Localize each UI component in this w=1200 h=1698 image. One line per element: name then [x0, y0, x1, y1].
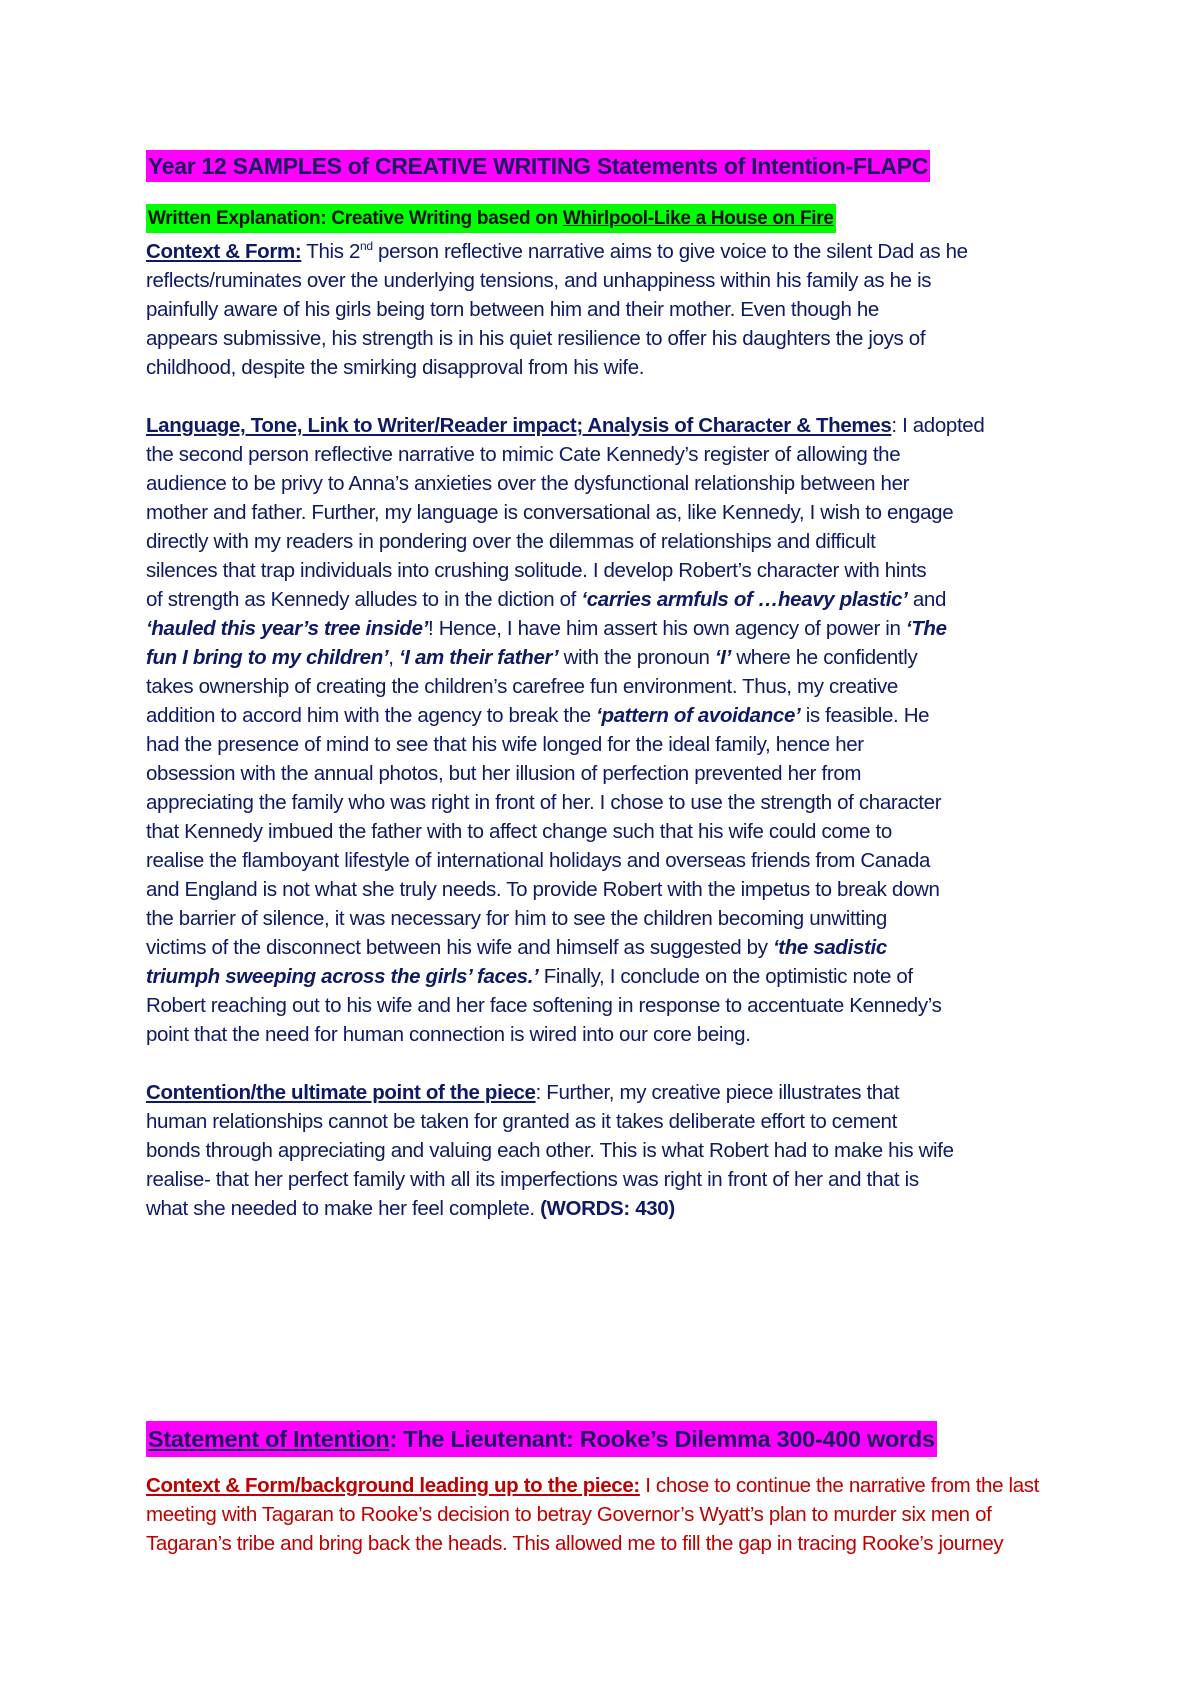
page-title: Year 12 SAMPLES of CREATIVE WRITING Statements of Intention-FLAPC	[146, 150, 930, 182]
subheading-prefix: Written Explanation: Creative Writing based on	[148, 208, 563, 229]
section2-label: Context & Form/background leading up to the piece:	[146, 1474, 640, 1497]
paragraph-line: had the presence of mind to see that his wife longed for the ideal family, hence her	[146, 733, 864, 756]
paragraph-line: the barrier of silence, it was necessary for him to see the children becoming unwitting	[146, 907, 887, 930]
paragraph-line: takes ownership of creating the children’s carefree fun environment. Thus, my creative	[146, 675, 898, 698]
subheading-link: Whirlpool-Like a House on Fire	[562, 208, 834, 229]
word-count: (WORDS: 430)	[540, 1197, 675, 1220]
paragraph-line: realise the flamboyant lifestyle of international holidays and overseas friends from Canada	[146, 849, 931, 872]
paragraph-line: that Kennedy imbued the father with to affect change such that his wife could come to	[146, 820, 892, 843]
paragraph-line: what she needed to make her feel complete. (WORDS: 430)	[146, 1197, 675, 1220]
paragraph-line: point that the need for human connection is wired into our core being.	[146, 1023, 751, 1046]
paragraph-line: meeting with Tagaran to Rooke’s decision to betray Governor’s Wyatt’s plan to murder six men of	[146, 1503, 992, 1526]
paragraph-line: audience to be privy to Anna’s anxieties over the dysfunctional relationship between her	[146, 472, 910, 495]
paragraph-line: addition to accord him with the agency to break the ‘pattern of avoidance’ is feasible. He	[146, 704, 930, 727]
paragraph-line: victims of the disconnect between his wife and himself as suggested by ‘the sadistic	[146, 936, 887, 959]
paragraph-line: Tagaran’s tribe and bring back the heads. This allowed me to fill the gap in tracing Rooke’s journey	[146, 1532, 1004, 1555]
paragraph-line: painfully aware of his girls being torn between him and their mother. Even though he	[146, 298, 879, 321]
quote: ‘carries armfuls of …heavy plastic’	[581, 588, 908, 611]
paragraph-line: Context & Form: This 2nd person reflective narrative aims to give voice to the silent Dad as he	[146, 239, 968, 263]
paragraph-line: silences that trap individuals into crushing solitude. I develop Robert’s character with hints	[146, 559, 927, 582]
paragraph-line: childhood, despite the smirking disapproval from his wife.	[146, 356, 645, 379]
paragraph-line: of strength as Kennedy alludes to in the diction of ‘carries armfuls of …heavy plastic’ and	[146, 588, 947, 611]
paragraph-line: Robert reaching out to his wife and her face softening in response to accentuate Kennedy’s	[146, 994, 942, 1017]
quote: fun I bring to my children’	[146, 646, 389, 669]
paragraph-line: human relationships cannot be taken for granted as it takes deliberate effort to cement	[146, 1110, 897, 1133]
paragraph-line: triumph sweeping across the girls’ faces.’ Finally, I conclude on the optimistic note of	[146, 965, 913, 988]
subheading	[146, 204, 836, 233]
quote: ‘the sadistic	[772, 936, 887, 959]
paragraph-line: obsession with the annual photos, but her illusion of perfection prevented her from	[146, 762, 862, 785]
language-label: Language, Tone, Link to Writer/Reader impact; Analysis of Character & Themes	[146, 414, 892, 437]
quote: triumph sweeping across the girls’ faces.’	[146, 965, 539, 988]
paragraph-line: the second person reflective narrative to mimic Cate Kennedy’s register of allowing the	[146, 443, 901, 466]
quote: ‘hauled this year’s tree inside’	[146, 617, 428, 640]
paragraph-line: Context & Form/background leading up to the piece: I chose to continue the narrative from the last	[146, 1474, 1040, 1497]
paragraph-line: realise- that her perfect family with all its imperfections was right in front of her and that is	[146, 1168, 919, 1191]
paragraph-line: reflects/ruminates over the underlying tensions, and unhappiness within his family as he is	[146, 269, 932, 292]
quote: ‘The	[905, 617, 947, 640]
paragraph-line: fun I bring to my children’, ‘I am their father’ with the pronoun ‘I’ where he confidently	[146, 646, 918, 669]
paragraph-line: bonds through appreciating and valuing each other. This is what Robert had to make his wife	[146, 1139, 954, 1162]
context-label: Context & Form:	[146, 240, 302, 263]
quote: ‘I am their father’	[398, 646, 559, 669]
quote: ‘pattern of avoidance’	[596, 704, 801, 727]
paragraph-line: Language, Tone, Link to Writer/Reader impact; Analysis of Character & Themes: I adopted	[146, 414, 985, 437]
paragraph-line: mother and father. Further, my language is conversational as, like Kennedy, I wish to engage	[146, 501, 954, 524]
paragraph-line: appreciating the family who was right in front of her. I chose to use the strength of character	[146, 791, 942, 814]
paragraph-line: directly with my readers in pondering over the dilemmas of relationships and difficult	[146, 530, 876, 553]
paragraph-line: appears submissive, his strength is in his quiet resilience to offer his daughters the joys of	[146, 327, 926, 350]
quote: ‘I’	[714, 646, 731, 669]
section2-title: Statement of Intention: The Lieutenant: Rooke’s Dilemma 300-400 words	[146, 1421, 937, 1457]
paragraph-line: and England is not what she truly needs. To provide Robert with the impetus to break down	[146, 878, 940, 901]
paragraph-line: Contention/the ultimate point of the piece: Further, my creative piece illustrates that	[146, 1081, 900, 1104]
paragraph-line: ‘hauled this year’s tree inside’! Hence, I have him assert his own agency of power in ‘The	[146, 617, 947, 640]
contention-label: Contention/the ultimate point of the piece	[146, 1081, 536, 1104]
